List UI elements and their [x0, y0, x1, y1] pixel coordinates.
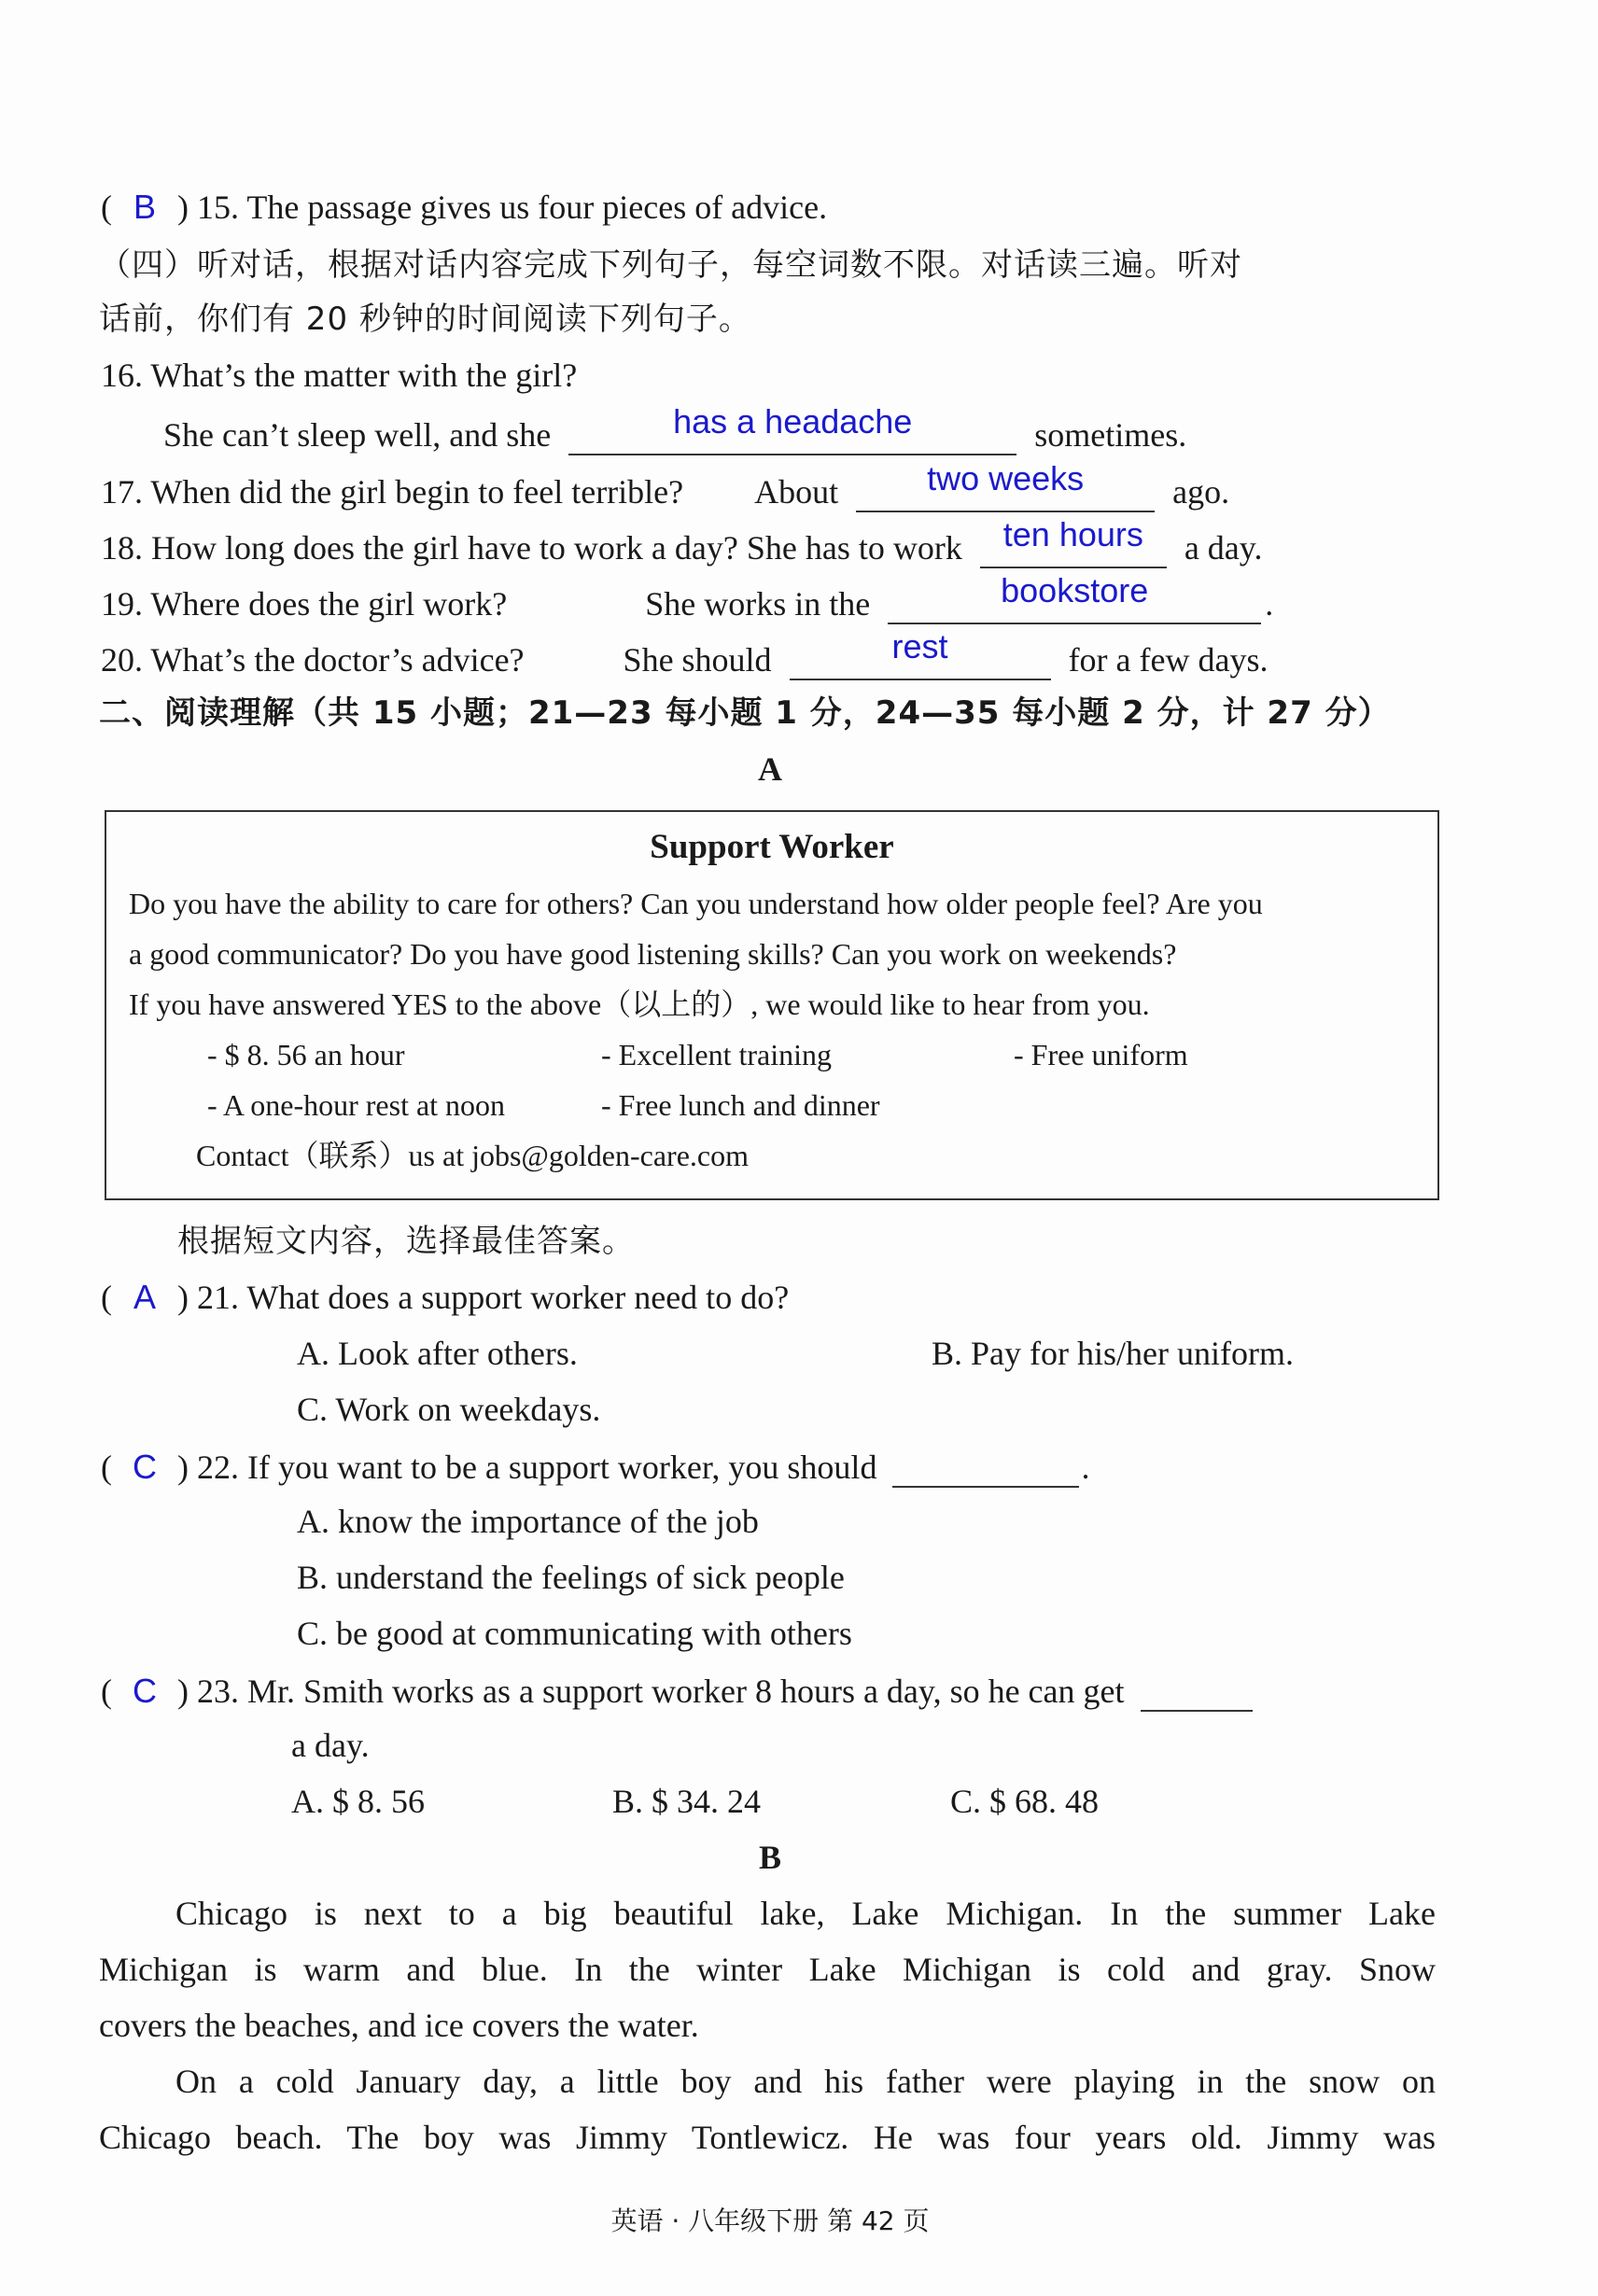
- option-22-b: B. understand the feelings of sick people: [297, 1559, 845, 1596]
- question-18: [101, 515, 1263, 568]
- question-15-text: 15. The passage gives us four pieces of advice.: [197, 189, 828, 226]
- option-23-b: B. $ 34. 24: [612, 1783, 762, 1820]
- blank-18[interactable]: [980, 515, 1167, 568]
- section2-heading: 二、阅读理解（共 15 小题；21—23 每小题 1 分，24—35 每小题 2 分，计 27 分）: [99, 694, 1391, 732]
- passage-b-p1-line2: Michigan is warm and blue. In the winter Lake Michigan is cold and gray. Snow: [99, 1951, 1436, 1988]
- page-footer: 英语 · 八年级下册 第 42 页: [610, 2205, 930, 2236]
- question-19: [101, 571, 1274, 624]
- ad-line-3: If you have answered YES to the above（以上的）, we would like to hear from you.: [129, 987, 1150, 1021]
- paren-close: ): [177, 189, 189, 226]
- question-23-cont: a day.: [291, 1727, 370, 1764]
- blank-16[interactable]: [568, 402, 1016, 455]
- question-17-text: 17. When did the girl begin to feel terrible?: [101, 473, 684, 511]
- question-21: ( A ) 21. What does a support worker need to do?: [101, 1278, 790, 1316]
- question-22: ( C ) 22. If you want to be a support worker, you should .: [101, 1445, 1089, 1488]
- answer-16: has a headache: [673, 402, 913, 441]
- answer-15: B: [133, 188, 156, 226]
- ad-line-2: a good communicator? Do you have good listening skills? Can you work on weekends?: [129, 937, 1177, 971]
- answer-prefix: She should: [623, 641, 772, 679]
- option-23-a: A. $ 8. 56: [291, 1783, 425, 1820]
- answer-22: C: [133, 1448, 157, 1486]
- option-21-a: A. Look after others.: [297, 1335, 578, 1372]
- answer-prefix: She has to work: [746, 529, 962, 567]
- support-worker-ad: [105, 810, 1439, 1200]
- blank-23[interactable]: [1141, 1669, 1253, 1712]
- question-17: [101, 459, 1230, 512]
- answer-19: bookstore: [1001, 571, 1149, 609]
- question-23: ( C ) 23. Mr. Smith works as a support worker 8 hours a day, so he can get: [101, 1669, 1253, 1712]
- answer-20: rest: [891, 627, 948, 665]
- option-23-c: C. $ 68. 48: [950, 1783, 1100, 1820]
- ad-contact: Contact（联系）us at jobs@golden-care.com: [196, 1139, 750, 1172]
- answer-18: ten hours: [1002, 515, 1143, 553]
- option-21-c: C. Work on weekdays.: [297, 1391, 601, 1428]
- option-22-a: A. know the importance of the job: [297, 1503, 759, 1540]
- ad-line-1: Do you have the ability to care for others? Can you understand how older people feel? Are you: [129, 887, 1263, 920]
- benefit-pay: - $ 8. 56 an hour: [207, 1038, 405, 1071]
- benefit-meals: - Free lunch and dinner: [601, 1088, 880, 1122]
- answer-suffix: a day.: [1184, 529, 1263, 567]
- passage-a-label: A: [758, 750, 782, 788]
- question-21-text: 21. What does a support worker need to do?: [197, 1279, 790, 1316]
- answer-prefix: She works in the: [645, 585, 871, 623]
- question-16: 16. What’s the matter with the girl?: [101, 357, 578, 394]
- blank-22[interactable]: [892, 1445, 1079, 1488]
- section4-instruction-1: （四）听对话，根据对话内容完成下列句子，每空词数不限。对话读三遍。听对: [99, 246, 1242, 284]
- blank-20[interactable]: [790, 627, 1051, 680]
- question-20: [101, 627, 1269, 680]
- benefit-rest: - A one-hour rest at noon: [207, 1088, 506, 1122]
- answer-23: C: [133, 1672, 157, 1710]
- question-20-text: 20. What’s the doctor’s advice?: [101, 641, 525, 679]
- question-22-text: 22. If you want to be a support worker, you should: [197, 1449, 877, 1486]
- blank-19[interactable]: [888, 571, 1261, 624]
- answer-suffix: for a few days.: [1068, 641, 1269, 679]
- passage-b-p1-line3: covers the beaches, and ice covers the water.: [99, 2007, 699, 2044]
- passage-b-label: B: [758, 1839, 781, 1876]
- passage-b-p2-line1: On a cold January day, a little boy and his father were playing in the snow on: [175, 2063, 1436, 2100]
- answer-21: A: [133, 1278, 156, 1316]
- question-suffix: .: [1081, 1449, 1090, 1486]
- passage-b-p1-line1: Chicago is next to a big beautiful lake, Lake Michigan. In the summer Lake: [175, 1895, 1436, 1932]
- benefit-training: - Excellent training: [601, 1038, 833, 1071]
- answer-prefix: She can’t sleep well, and she: [163, 416, 552, 454]
- answer-suffix: ago.: [1172, 473, 1230, 511]
- question-19-text: 19. Where does the girl work?: [101, 585, 508, 623]
- ad-title: Support Worker: [650, 828, 894, 866]
- question-23-text: 23. Mr. Smith works as a support worker 8 hours a day, so he can get: [197, 1673, 1125, 1710]
- answer-prefix: About: [754, 473, 839, 511]
- answer-line-16: [163, 402, 1187, 455]
- passage-b-p2-line2: Chicago beach. The boy was Jimmy Tontlewicz. He was four years old. Jimmy was: [99, 2119, 1436, 2156]
- benefit-uniform: - Free uniform: [1014, 1038, 1188, 1071]
- question-15: [101, 187, 827, 228]
- question-18-text: 18. How long does the girl have to work a day?: [101, 529, 738, 567]
- answer-suffix: .: [1265, 585, 1274, 623]
- option-22-c: C. be good at communicating with others: [297, 1615, 852, 1652]
- option-21-b: B. Pay for his/her uniform.: [932, 1335, 1294, 1372]
- blank-17[interactable]: [856, 459, 1155, 512]
- answer-suffix: sometimes.: [1034, 416, 1187, 454]
- paren-open: (: [101, 189, 112, 226]
- section4-instruction-2: 话前，你们有 20 秒钟的时间阅读下列句子。: [99, 301, 751, 338]
- mc-instruction: 根据短文内容，选择最佳答案。: [177, 1223, 635, 1260]
- answer-17: two weeks: [927, 459, 1085, 497]
